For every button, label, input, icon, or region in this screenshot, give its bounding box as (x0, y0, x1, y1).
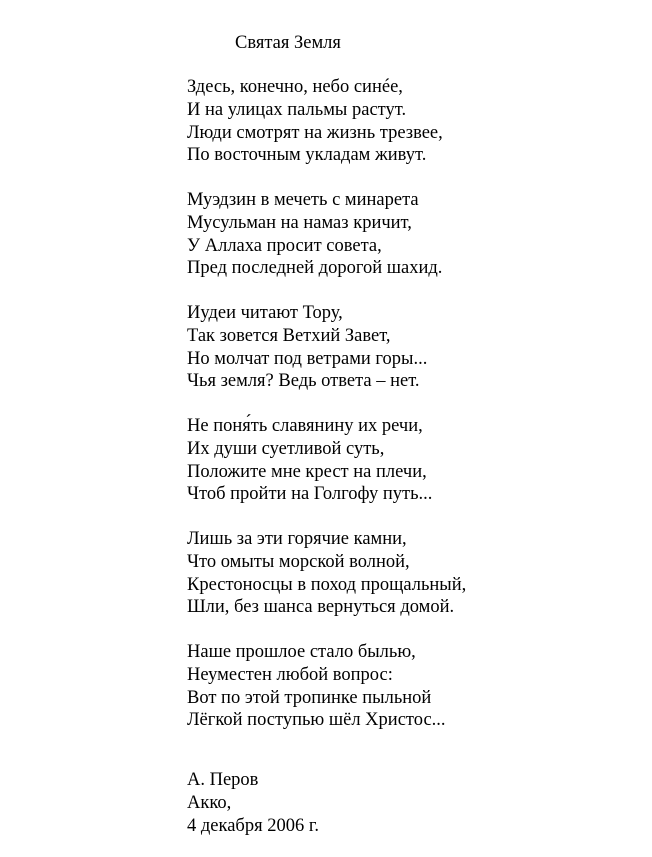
poem-line: Положите мне крест на плечи, (187, 461, 427, 482)
poem-line: Муэдзин в мечеть с минарета (187, 190, 419, 210)
stanza-2 (187, 189, 466, 280)
poem-line: Крестоносцы в поход прощальный, (187, 574, 467, 595)
stanza-6 (187, 641, 466, 732)
poem-line: Мусульман на намаз кричит, (187, 212, 412, 233)
poem-line: Неуместен любой вопрос: (187, 664, 393, 685)
poem-line: Вот по этой тропинке пыльной (187, 687, 432, 708)
author-name: А. Перов (187, 770, 259, 790)
signature-block (187, 769, 319, 837)
stanza-3 (187, 302, 466, 393)
poem-line: Лёгкой поступью шёл Христос... (187, 710, 446, 731)
poem-line: У Аллаха просит совета, (187, 235, 382, 256)
poem-line: Иудеи читают Тору, (187, 303, 343, 323)
poem-line: Так зовется Ветхий Завет, (187, 325, 391, 346)
poem-line: Шли, без шанса вернуться домой. (187, 597, 455, 618)
stanza-5 (187, 528, 466, 619)
poem-line: Но молчат под ветрами горы... (187, 348, 428, 369)
poem-title: Святая Земля (235, 33, 341, 53)
place-name: Акко, (187, 792, 232, 813)
poem-line: Не поня́ть славянину их речи, (187, 416, 423, 436)
poem-line: Здесь, конечно, небо синéе, (187, 77, 403, 97)
poem-line: Их души суетливой суть, (187, 438, 385, 459)
poem-body (187, 76, 466, 754)
stanza-4 (187, 415, 466, 506)
poem-line: И на улицах пальмы растут. (187, 99, 407, 120)
poem-line: По восточным укладам живут. (187, 145, 427, 166)
poem-line: Наше прошлое стало былью, (187, 642, 416, 662)
poem-line: Чья земля? Ведь ответа – нет. (187, 371, 420, 392)
stanza-1 (187, 76, 466, 167)
poem-line: Пред последней дорогой шахид. (187, 258, 443, 279)
poem-line: Чтоб пройти на Голгофу путь... (187, 484, 433, 505)
poem-line: Люди смотрят на жизнь трезвее, (187, 122, 443, 143)
date-text: 4 декабря 2006 г. (187, 815, 319, 836)
poem-line: Лишь за эти горячие камни, (187, 529, 407, 549)
poem-line: Что омыты морской волной, (187, 551, 410, 572)
